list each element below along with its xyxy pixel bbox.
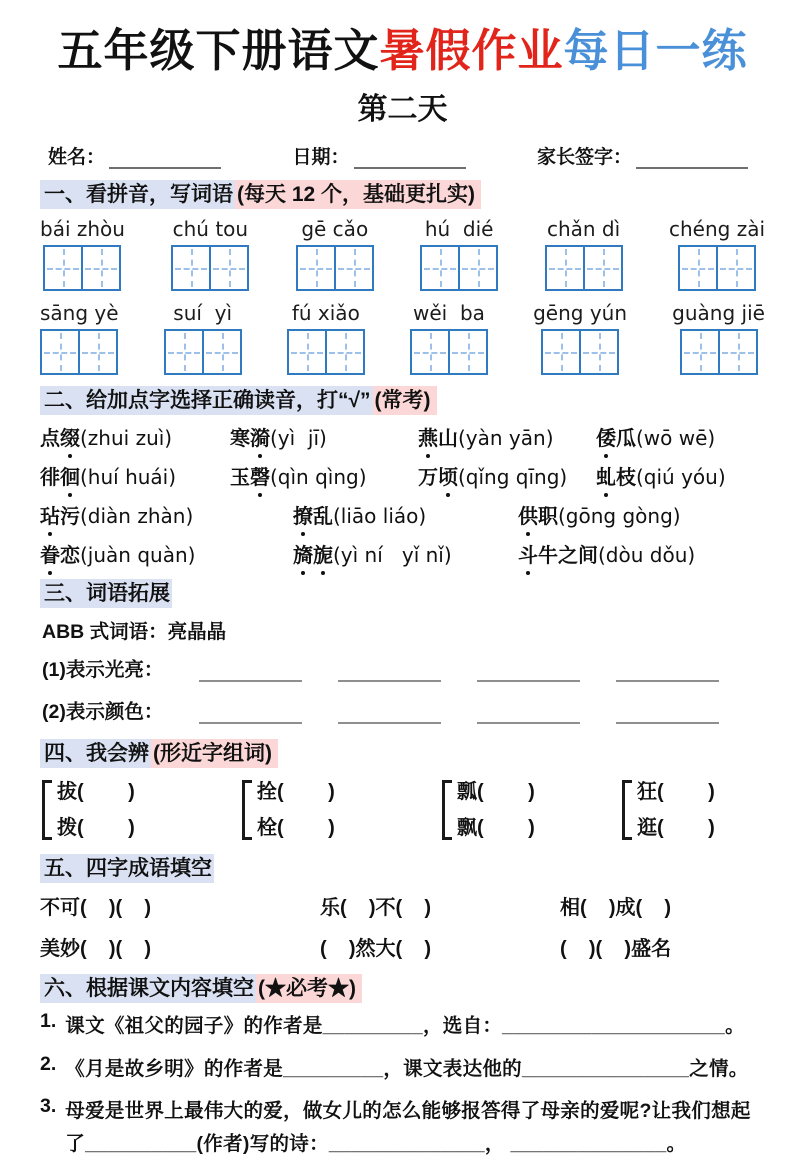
- pinyin-options[interactable]: (dòu dǒu): [598, 543, 696, 568]
- dotted-word-item: [596, 422, 715, 451]
- writing-grid-cell[interactable]: [543, 331, 581, 373]
- fill-blank[interactable]: [477, 667, 580, 682]
- pinyin-label: chéng zài: [668, 216, 765, 241]
- section6-heading: [40, 973, 765, 1005]
- info-fields-row: [48, 142, 748, 169]
- char: 污: [60, 506, 80, 529]
- pinyin-label: suí yì: [173, 300, 233, 325]
- question-row: [40, 1010, 765, 1043]
- compose-word-line[interactable]: 狂( ): [637, 781, 715, 804]
- bracket-icon: [442, 780, 452, 840]
- idiom-fill-item[interactable]: 相( )成( ): [560, 896, 672, 919]
- title-homework-part: 暑假作业: [379, 25, 564, 76]
- word-choice-row: [40, 539, 765, 568]
- pinyin-options[interactable]: (yì ní yǐ nǐ): [333, 543, 452, 568]
- word-text: [293, 545, 333, 567]
- word-text: [40, 506, 80, 528]
- writing-grid-cell[interactable]: [173, 247, 211, 289]
- char: 瓜: [616, 428, 636, 451]
- char: 之: [558, 545, 578, 568]
- word-grid-column: [533, 301, 627, 375]
- section4-heading: [40, 738, 765, 770]
- writing-grid-cell[interactable]: [289, 331, 327, 373]
- word-grid-column: [669, 217, 765, 291]
- word-grid-column: [672, 301, 765, 375]
- emphasized-char: 倭: [596, 422, 616, 451]
- color-words-line: [42, 696, 765, 724]
- date-field: [292, 142, 465, 169]
- pinyin-label: hú dié: [424, 216, 494, 241]
- pronunciation-choice-rows: [40, 422, 765, 568]
- pinyin-options[interactable]: (gōng gòng): [558, 504, 681, 529]
- writing-grid-cell[interactable]: [327, 331, 363, 373]
- dotted-word-item: [230, 461, 418, 490]
- section6-heading-note: (★必考★): [256, 974, 362, 1003]
- character-pair: [42, 777, 242, 843]
- writing-grid-cell[interactable]: [680, 247, 718, 289]
- pinyin-label: bái zhòu: [40, 216, 125, 241]
- word-text: [518, 506, 558, 528]
- writing-grid-cell[interactable]: [83, 247, 119, 289]
- idiom-row: [40, 891, 765, 920]
- name-blank[interactable]: [109, 152, 221, 169]
- dotted-word-item: [518, 500, 681, 529]
- fill-blank[interactable]: [338, 667, 441, 682]
- writing-grid-cell[interactable]: [211, 247, 247, 289]
- emphasized-char: 眷: [40, 539, 60, 568]
- pinyin-options[interactable]: (qiú yóu): [636, 465, 726, 490]
- brightness-words-line: [42, 654, 765, 682]
- writing-grid-cell[interactable]: [298, 247, 336, 289]
- question-text[interactable]: 母爱是世界上最伟大的爱，做女儿的怎么能够报答得了母亲的爱呢?让我们想起了__________(作者)写的诗：______________， ______________。: [65, 1099, 751, 1155]
- writing-grid-cell[interactable]: [80, 331, 116, 373]
- word-text: [40, 467, 80, 489]
- section5-heading: [40, 853, 765, 885]
- character-pair: [242, 777, 442, 843]
- writing-grid: [40, 329, 118, 375]
- fill-blank[interactable]: [199, 709, 302, 724]
- char: 山: [438, 428, 458, 451]
- pinyin-label: chú tou: [172, 216, 249, 241]
- writing-grid: [420, 245, 498, 291]
- writing-grid-cell[interactable]: [412, 331, 450, 373]
- char: 牛: [538, 545, 558, 568]
- writing-grid-cell[interactable]: [682, 331, 720, 373]
- pinyin-label: fú xiǎo: [291, 300, 360, 325]
- name-label: 姓名：: [48, 147, 106, 169]
- section1-heading-main: 一、看拼音，写词语: [40, 180, 235, 209]
- bracket-icon: [622, 780, 632, 840]
- word-text: [518, 545, 598, 567]
- compose-word-line[interactable]: 拔( ): [57, 781, 135, 804]
- question-number: 2.: [40, 1052, 57, 1075]
- writing-grid-cell[interactable]: [45, 247, 83, 289]
- compose-word-line[interactable]: 逛( ): [637, 817, 715, 840]
- word-grid-column: [40, 217, 125, 291]
- writing-grid: [287, 329, 365, 375]
- dotted-word-item: [40, 422, 230, 451]
- question-text[interactable]: 课文《祖父的园子》的作者是_________，选自：____________________。: [65, 1015, 745, 1038]
- pair-lines: [57, 777, 135, 843]
- writing-grid: [545, 245, 623, 291]
- section1-heading: [40, 179, 765, 211]
- pinyin-writing-grids: [40, 217, 765, 375]
- idiom-fill-item[interactable]: ( )然大( ): [320, 937, 432, 960]
- dotted-word-item: [596, 461, 726, 490]
- char: 点: [40, 428, 60, 451]
- writing-grid-cell[interactable]: [336, 247, 372, 289]
- writing-grid: [541, 329, 619, 375]
- pinyin-options[interactable]: (liāo liáo): [333, 504, 427, 529]
- pinyin-label: gē cǎo: [301, 216, 369, 241]
- dotted-word-item: [40, 539, 293, 568]
- dotted-word-item: [418, 422, 596, 451]
- word-text: [230, 428, 270, 450]
- emphasized-char: 供: [518, 500, 538, 529]
- section5-heading-main: 五、四字成语填空: [40, 854, 214, 883]
- character-pair: [622, 777, 715, 843]
- pinyin-options[interactable]: (qìn qìng): [270, 465, 367, 490]
- writing-grid: [680, 329, 758, 375]
- char: 乱: [313, 506, 333, 529]
- question-row: [40, 1053, 765, 1086]
- pinyin-options[interactable]: (juàn quàn): [80, 543, 196, 568]
- writing-grid-cell[interactable]: [450, 331, 486, 373]
- section3-heading: [40, 578, 765, 610]
- word-text: [230, 467, 270, 489]
- writing-grid: [171, 245, 249, 291]
- writing-grid-cell[interactable]: [42, 331, 80, 373]
- word-grid-column: [164, 301, 242, 375]
- signature-label: 家长签字：: [536, 147, 632, 169]
- signature-field: [537, 142, 748, 169]
- section2-heading-main: 二、给加点字选择正确读音，打“√”: [40, 386, 373, 415]
- compose-word-line[interactable]: 飘( ): [457, 817, 535, 840]
- writing-grid: [410, 329, 488, 375]
- idiom-fill-item[interactable]: 美妙( )( ): [40, 937, 152, 960]
- word-text: [293, 506, 333, 528]
- char: 徘: [40, 467, 60, 490]
- fill-blank[interactable]: [616, 667, 719, 682]
- pinyin-label: gēng yún: [533, 300, 628, 325]
- word-grid-column: [40, 301, 119, 375]
- dotted-word-item: [293, 500, 518, 529]
- word-text: [418, 428, 458, 450]
- date-blank[interactable]: [354, 152, 466, 169]
- bracket-icon: [242, 780, 252, 840]
- writing-grid-cell[interactable]: [204, 331, 240, 373]
- char: 寒: [230, 428, 250, 451]
- character-pair: [442, 777, 622, 843]
- dotted-word-item: [230, 422, 418, 451]
- writing-grid: [164, 329, 242, 375]
- emphasized-char: 玷: [40, 500, 60, 529]
- word-grid-column: [296, 217, 374, 291]
- emphasized-char: 撩: [293, 500, 313, 529]
- page-title: [40, 26, 765, 76]
- idiom-fill-item[interactable]: 乐( )不( ): [320, 896, 432, 919]
- dotted-word-item: [40, 500, 293, 529]
- emphasized-char: 漪: [250, 422, 270, 451]
- pinyin-label: guàng jiē: [672, 300, 765, 325]
- emphasized-char: 缀: [60, 422, 80, 451]
- char: 恋: [60, 545, 80, 568]
- emphasized-char: 徊: [60, 461, 80, 490]
- writing-grid: [296, 245, 374, 291]
- section1-heading-note: (每天 12 个，基础更扎实): [235, 180, 481, 209]
- word-choice-row: [40, 500, 765, 529]
- char: 间: [578, 545, 598, 568]
- emphasized-char: 旎: [313, 539, 333, 568]
- word-grid-column: [287, 301, 365, 375]
- question-number: 3.: [40, 1094, 57, 1117]
- idiom-fill-item[interactable]: 不可( )( ): [40, 896, 152, 919]
- bracket-icon: [42, 780, 52, 840]
- emphasized-char: 虬: [596, 461, 616, 490]
- fill-blank[interactable]: [199, 667, 302, 682]
- idiom-fill-rows: [40, 891, 765, 961]
- word-text: [40, 428, 80, 450]
- fill-blank[interactable]: [616, 709, 719, 724]
- pinyin-grid-row: [40, 301, 765, 375]
- idiom-fill-item[interactable]: ( )( )盛名: [560, 937, 672, 960]
- emphasized-char: 燕: [418, 422, 438, 451]
- word-text: [596, 428, 636, 450]
- writing-grid-cell[interactable]: [718, 247, 754, 289]
- compose-word-line[interactable]: 栓( ): [257, 817, 335, 840]
- emphasized-char: 顷: [438, 461, 458, 490]
- section3-heading-main: 三、词语拓展: [40, 579, 172, 608]
- writing-grid-cell[interactable]: [581, 331, 617, 373]
- abb-example-line: ABB 式词语：亮晶晶: [42, 620, 227, 643]
- writing-grid: [678, 245, 756, 291]
- word-text: [40, 545, 80, 567]
- pinyin-options[interactable]: (huí huái): [80, 465, 177, 490]
- word-choice-row: [40, 461, 765, 490]
- section4-heading-note: (形近字组词): [151, 739, 278, 768]
- pinyin-options[interactable]: (zhui zuì): [80, 426, 173, 451]
- comprehension-questions: [40, 1010, 765, 1161]
- pinyin-options[interactable]: (wō wē): [636, 426, 716, 451]
- char: 万: [418, 467, 438, 490]
- fill-blank[interactable]: [477, 709, 580, 724]
- emphasized-char: 斗: [518, 539, 538, 568]
- idiom-row: [40, 932, 765, 961]
- signature-blank[interactable]: [636, 152, 748, 169]
- pinyin-label: sāng yè: [40, 300, 119, 325]
- emphasized-char: 旖: [293, 539, 313, 568]
- writing-grid-cell[interactable]: [585, 247, 621, 289]
- writing-grid-cell[interactable]: [422, 247, 460, 289]
- name-field: [48, 142, 221, 169]
- section6-heading-main: 六、根据课文内容填空: [40, 974, 256, 1003]
- word-text: [418, 467, 458, 489]
- pinyin-label: chǎn dì: [546, 216, 621, 241]
- brightness-label: (1)表示光亮：: [42, 658, 164, 681]
- dotted-word-item: [518, 539, 695, 568]
- pair-lines: [457, 777, 535, 843]
- question-number: 1.: [40, 1010, 57, 1033]
- word-grid-column: [171, 217, 249, 291]
- writing-grid-cell[interactable]: [547, 247, 585, 289]
- word-choice-row: [40, 422, 765, 451]
- title-daily-part: 每日一练: [563, 25, 748, 76]
- char: 职: [538, 506, 558, 529]
- dotted-word-item: [418, 461, 596, 490]
- word-grid-column: [420, 217, 498, 291]
- similar-character-pairs: [42, 777, 762, 843]
- word-text: [596, 467, 636, 489]
- color-label: (2)表示颜色：: [42, 700, 164, 723]
- word-grid-column: [410, 301, 488, 375]
- pinyin-options[interactable]: (diàn zhàn): [80, 504, 194, 529]
- pinyin-options[interactable]: (qǐng qīng): [458, 465, 568, 490]
- char: 玉: [230, 467, 250, 490]
- writing-grid: [43, 245, 121, 291]
- writing-grid-cell[interactable]: [460, 247, 496, 289]
- pinyin-options[interactable]: (yì jī): [270, 426, 327, 451]
- date-label: 日期：: [292, 147, 350, 169]
- title-grade-part: 五年级下册语文: [57, 25, 380, 76]
- compose-word-line[interactable]: 拴( ): [257, 781, 335, 804]
- compose-word-line[interactable]: 瓢( ): [457, 781, 535, 804]
- char: 枝: [616, 467, 636, 490]
- question-row: [40, 1095, 765, 1161]
- dotted-word-item: [293, 539, 518, 568]
- emphasized-char: 磬: [250, 461, 270, 490]
- pinyin-options[interactable]: (yàn yān): [458, 426, 554, 451]
- writing-grid-cell[interactable]: [720, 331, 756, 373]
- pair-lines: [257, 777, 335, 843]
- compose-word-line[interactable]: 拨( ): [57, 817, 135, 840]
- section2-heading: [40, 385, 765, 417]
- dotted-word-item: [40, 461, 230, 490]
- writing-grid-cell[interactable]: [166, 331, 204, 373]
- section4-heading-main: 四、我会辨: [40, 739, 151, 768]
- section2-heading-note: (常考): [373, 386, 437, 415]
- pinyin-label: wěi ba: [413, 300, 485, 325]
- day-subtitle: 第二天: [357, 92, 448, 128]
- fill-blank[interactable]: [338, 709, 441, 724]
- pinyin-grid-row: [40, 217, 765, 291]
- pair-lines: [637, 777, 715, 843]
- question-text[interactable]: 《月是故乡明》的作者是_________，课文表达他的_______________之情。: [65, 1057, 749, 1080]
- word-grid-column: [545, 217, 623, 291]
